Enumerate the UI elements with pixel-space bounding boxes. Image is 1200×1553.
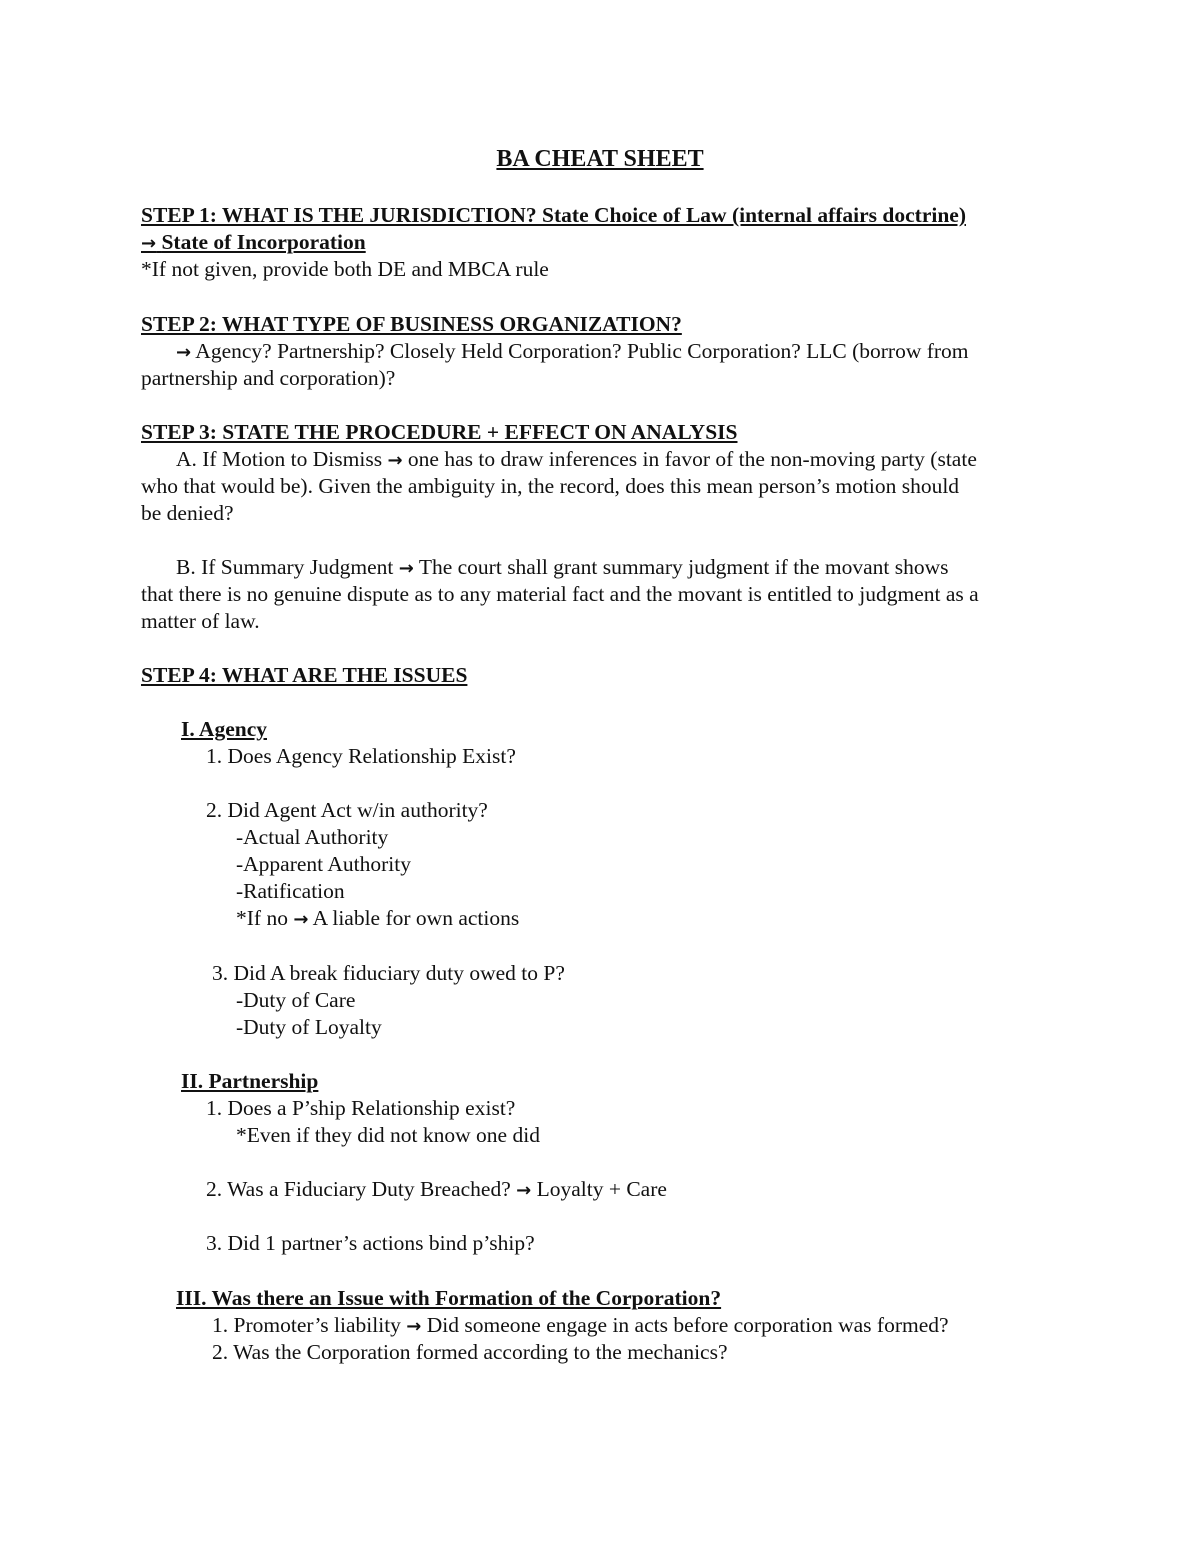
arrow-right-icon: →: [516, 1180, 532, 1201]
step2-line2: partnership and corporation)?: [141, 366, 396, 390]
step3-b-line2: that there is no genuine dispute as to any material fact and the movant is entitled to judgment as a: [141, 582, 979, 606]
partnership-q1-note: *Even if they did not know one did: [236, 1123, 540, 1147]
arrow-right-icon: →: [141, 233, 157, 254]
agency-q2-note-lead: *If no: [236, 906, 288, 930]
step3-a-line2: who that would be). Given the ambiguity in, the record, does this mean person’s motion should: [141, 474, 960, 498]
arrow-right-icon: →: [406, 1316, 422, 1337]
step3-b-line3: matter of law.: [141, 609, 260, 633]
partnership-q2: [206, 1176, 667, 1204]
arrow-right-icon: →: [398, 558, 414, 579]
step1-heading-cont: [141, 229, 366, 257]
agency-q2-item: -Apparent Authority: [236, 852, 411, 876]
agency-q2-item: -Actual Authority: [236, 825, 389, 849]
step3-a-line3: be denied?: [141, 501, 234, 525]
agency-q2-note: [236, 905, 519, 933]
partnership-q2-lead: 2. Was a Fiduciary Duty Breached?: [206, 1177, 511, 1201]
formation-q1-lead: 1. Promoter’s liability: [212, 1313, 401, 1337]
partnership-q2-rest: Loyalty + Care: [536, 1177, 667, 1201]
agency-q3: 3. Did A break fiduciary duty owed to P?: [212, 961, 565, 985]
step3-heading: STEP 3: STATE THE PROCEDURE + EFFECT ON ANALYSIS: [141, 420, 738, 444]
step3-b-lead: B. If Summary Judgment: [176, 555, 394, 579]
page-title: BA CHEAT SHEET: [496, 146, 704, 172]
arrow-right-icon: →: [293, 909, 309, 930]
formation-q1-rest: Did someone engage in acts before corporation was formed?: [426, 1313, 949, 1337]
agency-q2-item: -Ratification: [236, 879, 345, 903]
partnership-q3: 3. Did 1 partner’s actions bind p’ship?: [206, 1231, 535, 1255]
step2-line1-text: Agency? Partnership? Closely Held Corporation? Public Corporation? LLC (borrow from: [195, 339, 969, 363]
agency-q2-note-rest: A liable for own actions: [312, 906, 520, 930]
arrow-right-icon: →: [176, 342, 192, 363]
formation-q1: [212, 1312, 949, 1340]
step3-a-rest: one has to draw inferences in favor of the non-moving party (state: [407, 447, 977, 471]
agency-q3-item: -Duty of Loyalty: [236, 1015, 382, 1039]
step4-heading: STEP 4: WHAT ARE THE ISSUES: [141, 663, 468, 687]
arrow-right-icon: →: [387, 450, 403, 471]
agency-q3-item: -Duty of Care: [236, 988, 356, 1012]
formation-q2: 2. Was the Corporation formed according to the mechanics?: [212, 1340, 728, 1364]
partnership-q1: 1. Does a P’ship Relationship exist?: [206, 1096, 516, 1120]
formation-heading: III. Was there an Issue with Formation of the Corporation?: [176, 1286, 722, 1310]
agency-heading: I. Agency: [181, 717, 267, 741]
step1-heading: STEP 1: WHAT IS THE JURISDICTION? State Choice of Law (internal affairs doctrine): [141, 203, 966, 227]
step3-b-rest: The court shall grant summary judgment if the movant shows: [418, 555, 949, 579]
agency-q2: 2. Did Agent Act w/in authority?: [206, 798, 488, 822]
step2-heading: STEP 2: WHAT TYPE OF BUSINESS ORGANIZATION?: [141, 312, 682, 336]
step3-a-lead: A. If Motion to Dismiss: [176, 447, 383, 471]
step1-heading-cont-text: State of Incorporation: [161, 230, 366, 254]
step3-a-line1: [176, 446, 977, 474]
step3-b-line1: [176, 554, 948, 582]
agency-q1: 1. Does Agency Relationship Exist?: [206, 744, 516, 768]
step2-line1: [176, 338, 969, 366]
partnership-heading: II. Partnership: [181, 1069, 319, 1093]
step1-note: *If not given, provide both DE and MBCA rule: [141, 257, 549, 281]
